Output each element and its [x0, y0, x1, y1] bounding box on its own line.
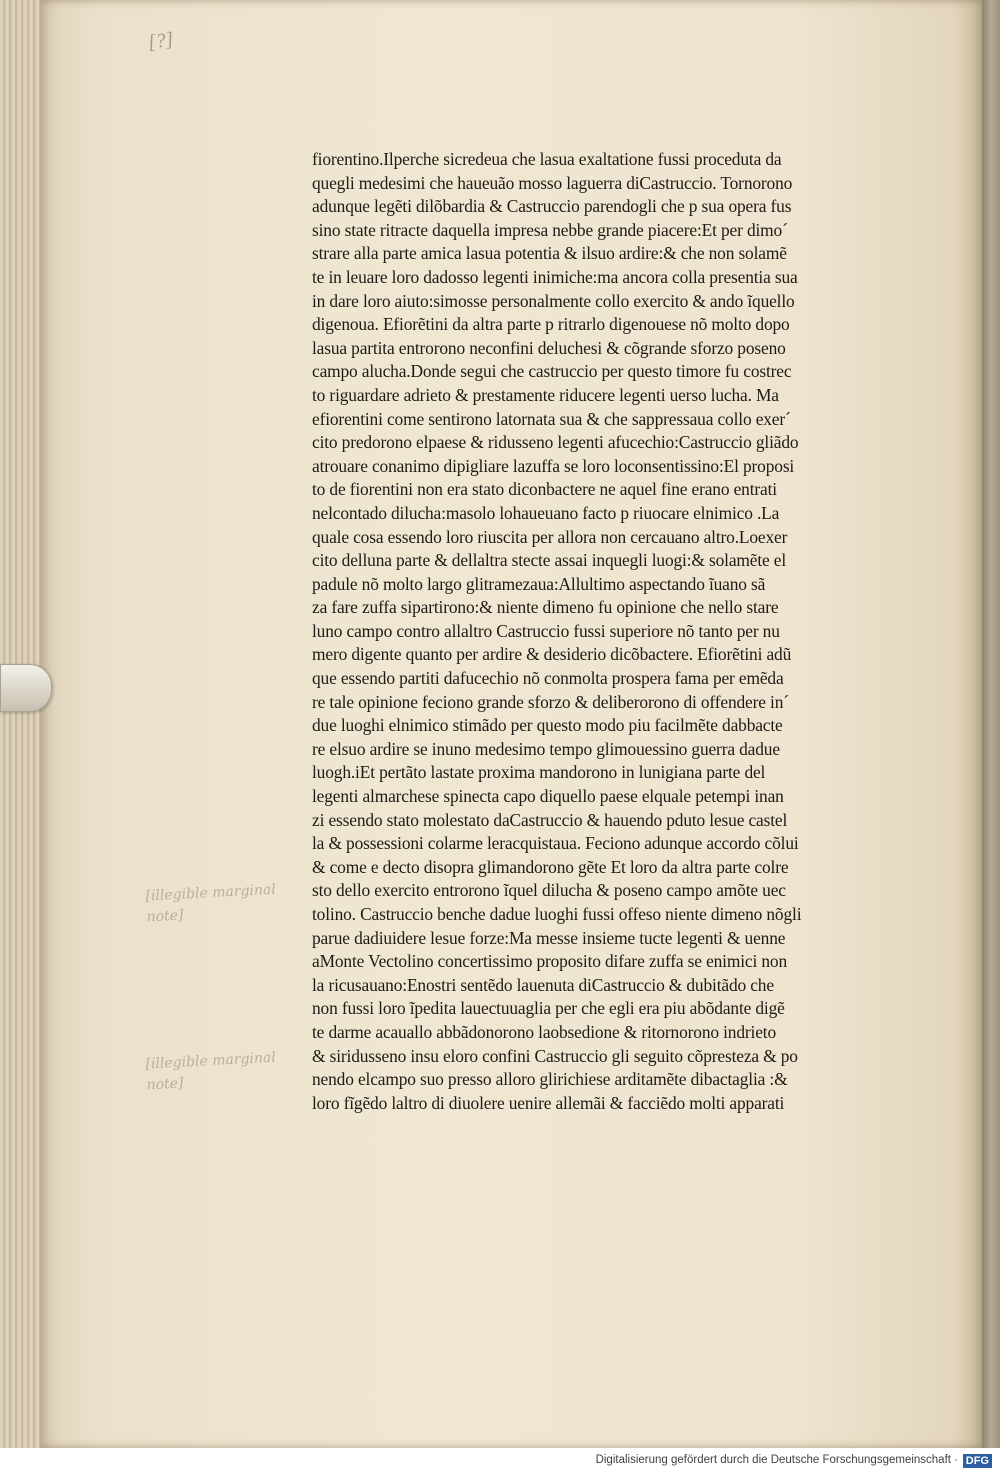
- text-line: aMonte Vectolino concertissimo proposito difare zuffa se enimici non: [312, 951, 788, 972]
- text-line: due luoghi elnimico stimãdo per questo modo piu facilmẽte dabbacte: [312, 715, 783, 736]
- text-line: in dare loro aiuto:simosse personalmente collo exercito & ando ĩquello: [312, 290, 795, 311]
- text-line: la ricusauano:Enostri sentẽdo lauenuta diCastruccio & dubitãdo che: [312, 974, 774, 995]
- text-line: & come e decto disopra glimandorono gẽte Et loro da altra parte colre: [312, 856, 789, 877]
- text-line: non fussi loro ĩpedita lauectuuaglia per che egli era piu abõdante digẽ: [312, 998, 785, 1019]
- text-line: & siridusseno insu eloro confini Castruccio gli seguito cõpresteza & po: [312, 1045, 798, 1066]
- text-line: to de fiorentini non era stato diconbactere ne aquel fine erano entrati: [312, 479, 777, 500]
- text-line: tolino. Castruccio benche dadue luoghi fussi offeso niente dimeno nõgli: [312, 904, 802, 924]
- text-line: re elsuo ardire se inuno medesimo tempo glimouessino guerra dadue: [312, 738, 780, 759]
- text-line: nelcontado dilucha:masolo lohaueuano facto p riuocare elnimico .La: [312, 502, 780, 523]
- text-line: atrouare conanimo dipigliare lazuffa se loro loconsentissino:El proposi: [312, 455, 795, 476]
- printed-text-block: [312, 148, 880, 1115]
- text-line: te darme acauallo abbãdonorono laobsedione & ritornorono indrieto: [312, 1021, 776, 1042]
- text-line: digenoua. Efiorẽtini da altra parte p ritrarlo digenouese nõ molto dopo: [312, 314, 790, 335]
- text-line: la & possessioni colarme leracquistaua. Feciono adunque accordo cõlui: [312, 833, 799, 854]
- text-line: te in leuare loro dadosso legenti inimiche:ma ancora colla presentia sua: [312, 266, 798, 287]
- text-line: legenti almarchese spinecta capo diquello paese elquale petempi inan: [312, 786, 784, 807]
- footer-credit: Digitalisierung gefördert durch die Deutsche Forschungsgemeinschaft ·: [595, 1454, 958, 1466]
- text-line: que essendo partiti dafucechio nõ conmolta prospera fama per emẽda: [312, 668, 784, 689]
- text-line: nendo elcampo suo presso alloro glirichiese arditamẽte dibactaglia :&: [312, 1069, 788, 1090]
- text-line: adunque legẽti dilõbardia & Castruccio parendogli che p sua opera fus: [312, 196, 792, 217]
- text-line: sto dello exercito entrorono ĩquel dilucha & poseno campo amõte uec: [312, 880, 786, 901]
- page-stack-edge: [0, 0, 41, 1448]
- text-line: parue dadiuidere lesue forze:Ma messe insieme tucte legenti & uenne: [312, 927, 786, 948]
- page-clip: [0, 664, 52, 712]
- text-line: cito predorono elpaese & ridusseno legenti afucechio:Castruccio gliãdo: [312, 432, 799, 453]
- right-binding-edge: [982, 0, 1000, 1448]
- text-line: campo alucha.Donde segui che castruccio per questo timore fu costrec: [312, 361, 792, 382]
- text-line: sino state ritracte daquella impresa nebbe grande piacere:Et per dimo´: [312, 219, 788, 240]
- text-line: quale cosa essendo loro riuscita per allora non cercauano altro.Loexer: [312, 526, 788, 547]
- text-line: za fare zuffa sipartirono:& niente dimeno fu opinione che nello stare: [312, 597, 779, 618]
- text-line: strare alla parte amica lasua potentia & ilsuo ardire:& che non solamẽ: [312, 243, 787, 264]
- dfg-logo: DFG: [963, 1454, 992, 1468]
- text-line: luogh.iEt pertãto lastate proxima mandorono in lunigiana parte del: [312, 762, 766, 783]
- text-line: loro fĩgẽdo laltro di diuolere uenire allemãi & facciẽdo molti apparati: [312, 1092, 785, 1113]
- text-line: zi essendo stato molestato daCastruccio & hauendo pduto lesue castel: [312, 809, 788, 830]
- footer-bar: [0, 1448, 1000, 1476]
- folio-number: [?]: [146, 28, 175, 54]
- text-line: luno campo contro allaltro Castruccio fussi superiore nõ tanto per nu: [312, 620, 780, 641]
- text-line: to riguardare adrieto & prestamente riducere legenti uerso lucha. Ma: [312, 384, 779, 405]
- text-line: re tale opinione feciono grande sforzo & deliberorono di offendere in´: [312, 691, 789, 712]
- text-line: padule nõ molto largo glitramezaua:Allultimo aspectando ĩuano sã: [312, 573, 766, 594]
- text-line: quegli medesimi che haueuão mosso laguerra diCastruccio. Tornorono: [312, 172, 793, 193]
- text-line: cito delluna parte & dellaltra stecte assai inquegli luogi:& solamẽte el: [312, 550, 787, 571]
- text-line: efiorentini come sentirono latornata sua & che sappressaua collo exer´: [312, 408, 791, 429]
- text-line: fiorentino.Ilperche sicredeua che lasua exaltatione fussi proceduta da: [312, 149, 782, 169]
- margin-note: [illegible marginal note]: [145, 1049, 277, 1094]
- text-line: lasua partita entrorono neconfini deluchesi & cõgrande sforzo poseno: [312, 337, 786, 358]
- margin-note: [illegible marginal note]: [145, 881, 277, 926]
- text-line: mero digente quanto per ardire & desiderio dicõbactere. Efiorẽtini adũ: [312, 644, 792, 665]
